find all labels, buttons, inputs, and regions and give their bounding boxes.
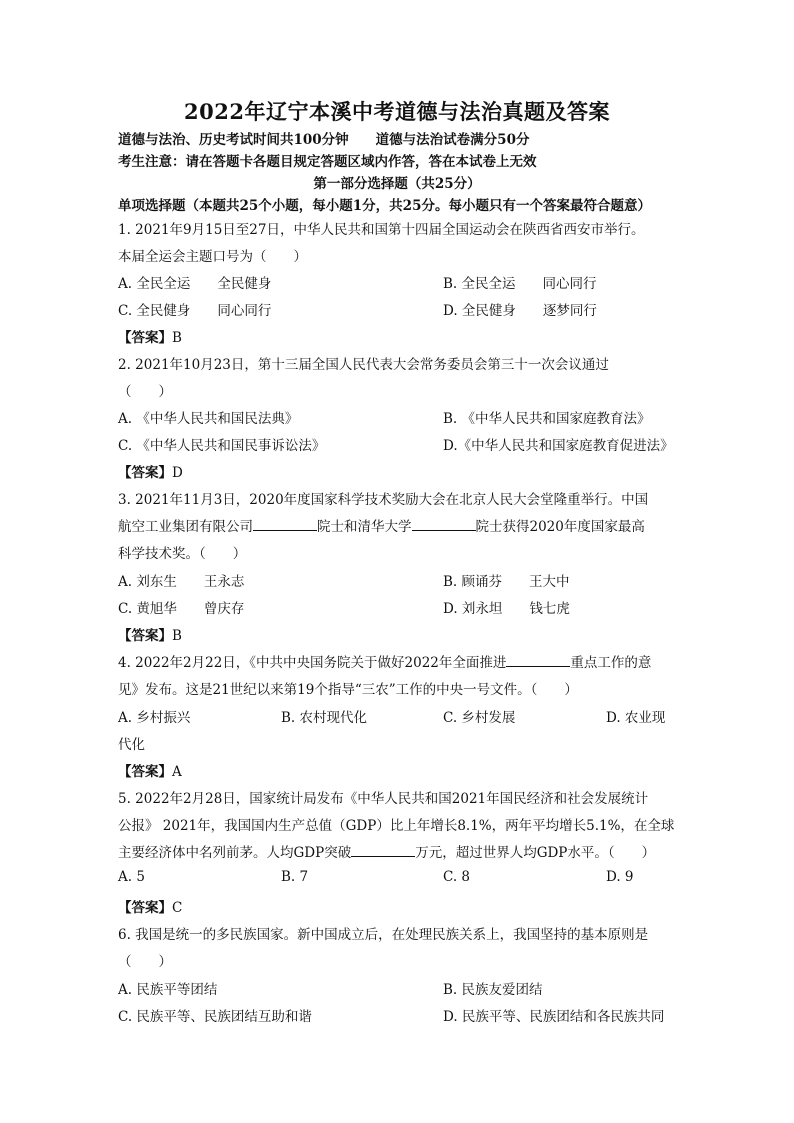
answer-label: 【答案】 [118, 764, 172, 780]
question-4-option-c: C. 乡村发展 [443, 710, 516, 726]
question-3-option-d: D. 刘永坦 钱七虎 [443, 601, 570, 617]
question-6-option-d: D. 民族平等、民族团结和各民族共同 [443, 1009, 665, 1025]
question-3-text-end: 科学技术奖。（ ） [118, 546, 247, 562]
question-4-fragment: 4. 2022年2月22日，《中共中央国务院关于做好2022年全面推进 [118, 655, 507, 671]
fill-blank [253, 518, 317, 531]
question-4-option-d-cont: 代化 [118, 737, 145, 753]
question-1-option-c: C. 全民健身 同心同行 [118, 303, 272, 319]
question-4-text [118, 651, 651, 671]
question-4-option-a: A. 乡村振兴 [118, 710, 191, 726]
question-2-option-c: C. 《中华人民共和国民事诉讼法》 [118, 438, 326, 454]
question-4-answer [118, 760, 182, 780]
question-1-option-d: D. 全民健身 逐梦同行 [443, 303, 597, 319]
question-5-option-d: D. 9 [606, 869, 634, 885]
question-4-option-d: D. 农业现 [606, 710, 666, 726]
question-4-option-b: B. 农村现代化 [281, 710, 368, 726]
answer-value: A [172, 764, 182, 780]
question-3-option-b: B. 顾诵芬 王大中 [443, 574, 570, 590]
question-3-text: 3. 2021年11月3日，2020年度国家科学技术奖励大会在北京人民大会堂隆重举行。中国 [118, 492, 649, 508]
question-5-text: 5. 2022年2月28日，国家统计局发布《中华人民共和国2021年国民经济和社会发展统计 [118, 791, 649, 807]
question-2-option-d: D.《中华人民共和国家庭教育促进法》 [443, 438, 674, 454]
question-5-option-a: A. 5 [118, 869, 145, 885]
question-6-text-cont: （ ） [118, 954, 172, 970]
question-5-text-end [118, 841, 655, 861]
question-1-answer [118, 326, 182, 346]
question-1-text: 1. 2021年9月15日至27日，中华人民共和国第十四届全国运动会在陕西省西安市举行。 [118, 222, 645, 238]
question-6-option-c: C. 民族平等、民族团结互助和谐 [118, 1009, 312, 1025]
question-1-option-b: B. 全民全运 同心同行 [443, 276, 597, 292]
question-5-text-cont: 公报》 2021年，我国国内生产总值（GDP）比上年增长8.1%，两年平均增长5.1%，在全球 [118, 818, 675, 834]
question-5-option-b: B. 7 [281, 869, 309, 885]
fill-blank [351, 844, 415, 857]
question-2-option-b: B. 《中华人民共和国家庭教育法》 [443, 411, 651, 427]
question-2-option-a: A. 《中华人民共和国民法典》 [118, 411, 299, 427]
answer-label: 【答案】 [118, 330, 172, 346]
question-6-option-a: A. 民族平等团结 [118, 982, 218, 998]
exam-info-line: 道德与法治、历史考试时间共100分钟 道德与法治试卷满分50分 [118, 132, 530, 148]
question-2-text: 2. 2021年10月23日，第十三届全国人民代表大会常务委员会第三十一次会议通过 [118, 357, 609, 373]
question-3-answer [118, 624, 182, 644]
question-5-fragment: 主要经济体中名列前茅。人均GDP突破 [118, 845, 352, 861]
question-2-text-cont: （ ） [118, 384, 172, 400]
page-title: 2022年辽宁本溪中考道德与法治真题及答案 [184, 99, 610, 124]
exam-notice-line: 考生注意：请在答题卡各题目规定答题区域内作答，答在本试卷上无效 [118, 154, 537, 170]
question-2-answer [118, 461, 183, 481]
answer-value: B [172, 628, 182, 644]
question-3-fragment: 院士获得2020年度国家最高 [475, 519, 645, 535]
question-5-option-c: C. 8 [443, 869, 471, 885]
fill-blank [412, 518, 476, 531]
answer-value: B [172, 330, 182, 346]
question-6-option-b: B. 民族友爱团结 [443, 982, 543, 998]
question-3-fragment: 航空工业集团有限公司 [118, 519, 253, 535]
question-1-option-a: A. 全民全运 全民健身 [118, 276, 272, 292]
question-3-option-c: C. 黄旭华 曾庆存 [118, 601, 245, 617]
section-instruction: 单项选择题（本题共25个小题，每小题1分，共25分。每小题只有一个答案最符合题意） [118, 198, 651, 214]
question-5-answer [118, 896, 182, 916]
fill-blank [506, 654, 570, 667]
answer-value: D [172, 465, 183, 481]
question-4-text-cont: 见》发布。这是21世纪以来第19个指导“三农”工作的中央一号文件。（ ） [118, 682, 578, 698]
section-heading: 第一部分选择题（共25分） [313, 176, 481, 192]
question-3-fragment: 院士和清华大学 [317, 519, 412, 535]
answer-label: 【答案】 [118, 900, 172, 916]
question-3-option-a: A. 刘东生 王永志 [118, 574, 245, 590]
answer-label: 【答案】 [118, 465, 172, 481]
question-3-text-cont [118, 515, 645, 535]
question-1-text-cont: 本届全运会主题口号为（ ） [118, 249, 307, 265]
answer-value: C [172, 900, 183, 916]
question-5-fragment: 万元，超过世界人均GDP水平。（ ） [415, 845, 656, 861]
answer-label: 【答案】 [118, 628, 172, 644]
question-6-text: 6. 我国是统一的多民族国家。新中国成立后，在处理民族关系上，我国坚持的基本原则是 [118, 927, 649, 943]
question-4-fragment: 重点工作的意 [570, 655, 652, 671]
